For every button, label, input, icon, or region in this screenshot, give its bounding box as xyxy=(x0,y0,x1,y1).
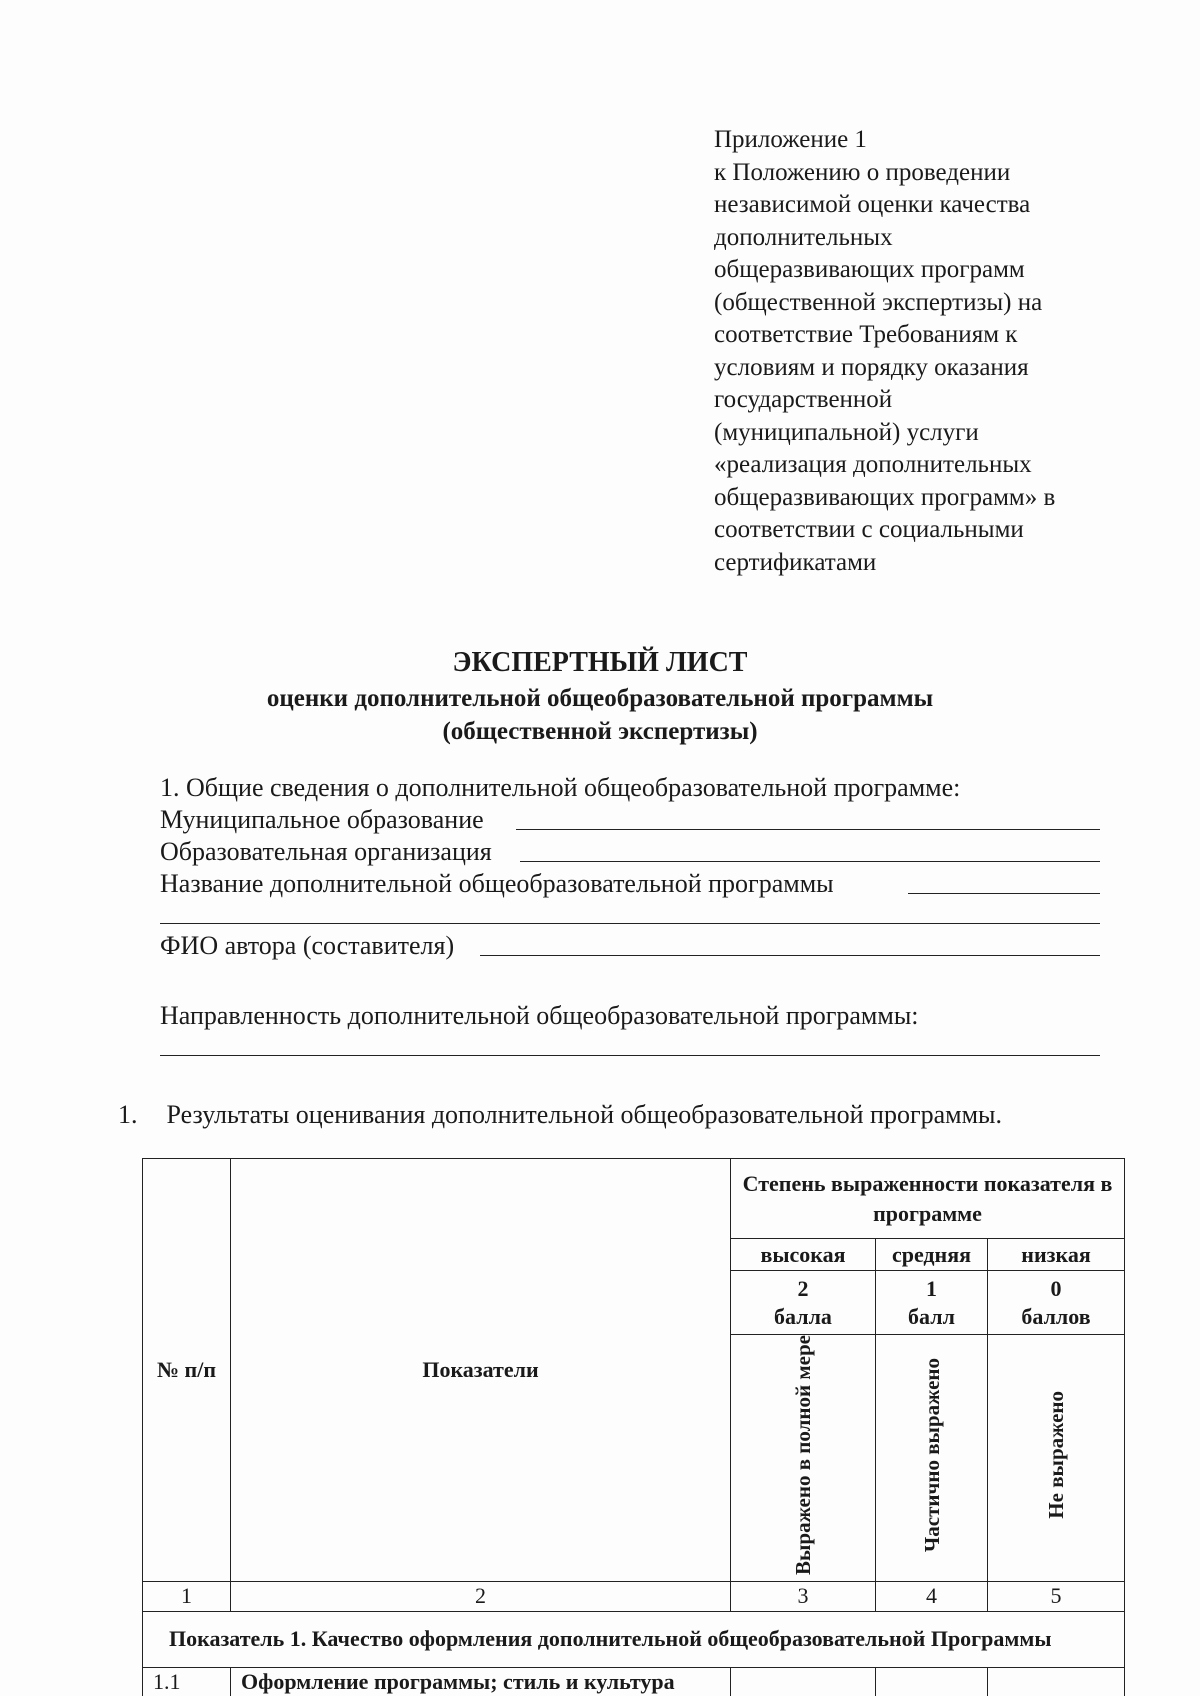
points-unit: балла xyxy=(774,1303,832,1329)
author-field[interactable] xyxy=(480,955,1100,956)
rotated-label-full: Выражено в полной мере xyxy=(791,1335,815,1575)
column-number: 3 xyxy=(731,1581,876,1611)
appendix-line: независимой оценки качества xyxy=(714,191,1031,218)
column-number: 2 xyxy=(231,1581,731,1611)
title-subtitle: оценки дополнительной общеобразовательной программы xyxy=(266,685,934,712)
appendix-line: общеразвивающих программ» в xyxy=(714,483,1056,511)
points-medium xyxy=(876,1271,988,1335)
points-value: 1 xyxy=(926,1275,937,1301)
column-number: 4 xyxy=(876,1581,988,1611)
appendix-line: сертификатами xyxy=(714,548,877,576)
column-numbers-row xyxy=(143,1581,1125,1611)
municipality-label: Муниципальное образование xyxy=(160,805,484,834)
appendix-line: «реализация дополнительных xyxy=(714,451,1032,478)
column-number: 5 xyxy=(988,1581,1125,1611)
title-main: ЭКСПЕРТНЫЙ ЛИСТ xyxy=(452,647,748,678)
points-value: 2 xyxy=(797,1275,809,1301)
points-high xyxy=(731,1271,876,1335)
appendix-line: соответствие Требованиям к xyxy=(714,321,1018,348)
rotated-medium-cell xyxy=(876,1335,988,1582)
table-row xyxy=(143,1667,1125,1696)
points-unit: балл xyxy=(908,1303,955,1329)
item-text: Оформление программы; стиль и культура xyxy=(231,1667,731,1696)
points-unit: баллов xyxy=(1021,1303,1091,1329)
appendix-line: условиям и порядку оказания xyxy=(714,353,1029,381)
appendix-line: государственной xyxy=(714,386,893,413)
municipality-field[interactable] xyxy=(516,829,1100,830)
score-cell-medium[interactable] xyxy=(876,1667,988,1696)
program-name-label: Название дополнительной общеобразовательной программы xyxy=(160,869,834,898)
appendix-line: соответствии с социальными xyxy=(714,516,1024,543)
program-name-field-2[interactable] xyxy=(160,923,1100,924)
evaluation-table-wrap xyxy=(142,1158,1124,1696)
appendix-line: общеразвивающих программ xyxy=(714,256,1025,283)
appendix-line: дополнительных xyxy=(714,223,893,251)
organization-row xyxy=(160,836,1100,868)
focus-label: Направленность дополнительной общеобразовательной программы: xyxy=(160,1001,919,1030)
rotated-high-cell xyxy=(731,1335,876,1582)
section-row xyxy=(143,1611,1125,1667)
organization-label: Образовательная организация xyxy=(160,837,492,866)
item-number: 1.1 xyxy=(143,1667,231,1696)
level-low: низкая xyxy=(988,1239,1125,1271)
author-row xyxy=(160,930,1100,962)
points-value: 0 xyxy=(1050,1275,1062,1301)
appendix-line: к Положению о проведении xyxy=(714,158,1011,186)
focus-row xyxy=(160,1000,1100,1032)
municipality-row xyxy=(160,804,1100,836)
program-name-field[interactable] xyxy=(908,893,1100,894)
rotated-low-cell xyxy=(988,1335,1125,1582)
organization-field[interactable] xyxy=(520,861,1100,862)
appendix-line: (общественной экспертизы) на xyxy=(714,288,1043,316)
column-header-indicators: Показатели xyxy=(231,1159,731,1582)
focus-field[interactable] xyxy=(160,1055,1100,1056)
general-info-form xyxy=(160,772,1100,1062)
column-number: 1 xyxy=(143,1581,231,1611)
section-title: Показатель 1. Качество оформления дополнительной общеобразовательной Программы xyxy=(143,1611,1125,1667)
level-high: высокая xyxy=(731,1239,876,1271)
evaluation-table xyxy=(142,1158,1125,1696)
author-label: ФИО автора (составителя) xyxy=(160,931,455,960)
appendix-line: (муниципальной) услуги xyxy=(714,418,979,446)
form-heading: 1. Общие сведения о дополнительной общеобразовательной программе: xyxy=(160,773,961,802)
score-cell-high[interactable] xyxy=(731,1667,876,1696)
rotated-label-none: Не выражено xyxy=(1044,1391,1068,1519)
title-subtitle-2: (общественной экспертизы) xyxy=(442,718,758,745)
column-header-degree: Степень выраженности показателя в программе xyxy=(731,1159,1125,1239)
appendix-note xyxy=(714,124,1114,579)
results-heading xyxy=(118,1098,1002,1132)
rotated-label-partial: Частично выражено xyxy=(919,1357,944,1553)
appendix-line: Приложение 1 xyxy=(714,126,867,153)
program-name-continuation xyxy=(160,900,1100,930)
points-low xyxy=(988,1271,1125,1335)
table-header-row xyxy=(143,1159,1125,1239)
form-heading-row xyxy=(160,772,1100,804)
score-cell-low[interactable] xyxy=(988,1667,1125,1696)
level-medium: средняя xyxy=(876,1239,988,1271)
program-name-row xyxy=(160,868,1100,900)
results-text: Результаты оценивания дополнительной общеобразовательной программы. xyxy=(166,1100,1003,1129)
document-title xyxy=(150,644,1050,748)
results-number: 1. xyxy=(118,1100,138,1129)
focus-continuation xyxy=(160,1032,1100,1062)
column-header-number: № п/п xyxy=(143,1159,231,1582)
